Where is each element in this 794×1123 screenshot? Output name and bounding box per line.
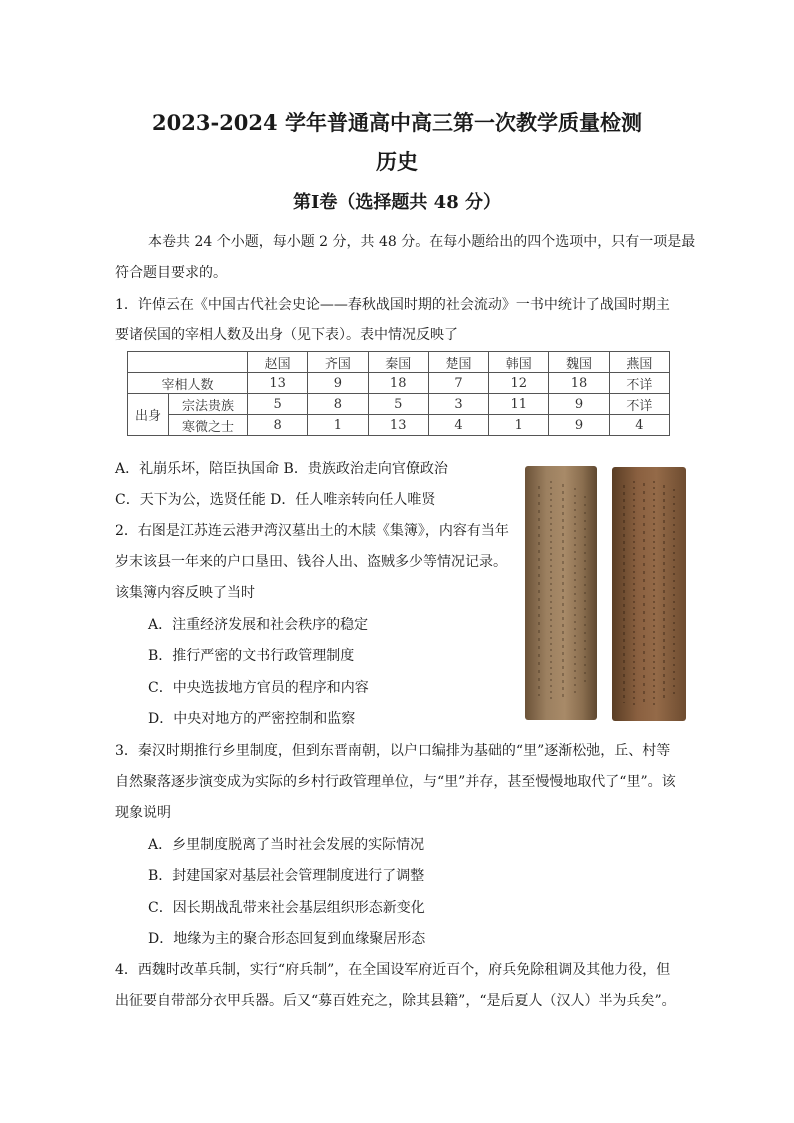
table-cell: 1	[489, 415, 549, 436]
intro-line-2: 符合题目要求的。	[115, 265, 227, 281]
table-cell: 1	[308, 415, 368, 436]
q4-line-2: 出征要自带部分衣甲兵器。后又“募百姓充之，除其县籍”，“是后夏人（汉人）半为兵矣”。	[115, 993, 676, 1009]
table-cell: 11	[489, 394, 549, 415]
table-cell: 12	[489, 373, 549, 394]
table-header: 韩国	[489, 352, 549, 373]
q3-line-2: 自然聚落逐步演变成为实际的乡村行政管理单位，与“里”并存，甚至慢慢地取代了“里”。该	[115, 774, 676, 790]
chancellor-table	[127, 351, 670, 436]
table-row	[128, 373, 670, 394]
section-title: 第Ⅰ卷（选择题共 48 分）	[292, 192, 501, 213]
q2-option-a: A．注重经济发展和社会秩序的稳定	[148, 617, 369, 633]
row-label-origin: 出身	[128, 394, 169, 436]
q3-option-a: A．乡里制度脱离了当时社会发展的实际情况	[148, 837, 425, 853]
q2-option-d: D．中央对地方的严密控制和监察	[148, 711, 356, 727]
q1-line-2: 要诸侯国的宰相人数及出身（见下表）。表中情况反映了	[115, 327, 458, 343]
table-header: 楚国	[428, 352, 488, 373]
intro-line-1: 本卷共 24 个小题，每小题 2 分，共 48 分。在每小题给出的四个选项中，只有一项是最	[148, 234, 696, 250]
q2-line-3: 该集簿内容反映了当时	[115, 585, 255, 601]
wooden-slip-image-left	[525, 466, 597, 720]
q1-line-1: 1．许倬云在《中国古代社会史论——春秋战国时期的社会流动》一书中统计了战国时期主	[115, 297, 670, 313]
table-cell: 3	[428, 394, 488, 415]
row-label-humble: 寒微之士	[169, 415, 248, 436]
q2-option-b: B．推行严密的文书行政管理制度	[148, 648, 355, 664]
q3-line-3: 现象说明	[115, 805, 171, 821]
table-cell: 18	[368, 373, 428, 394]
table-cell: 不详	[609, 394, 669, 415]
q3-option-c: C．因长期战乱带来社会基层组织形态新变化	[148, 900, 425, 916]
table-header: 赵国	[248, 352, 308, 373]
table-cell: 9	[549, 415, 609, 436]
table-row	[128, 352, 670, 373]
table-row	[128, 394, 670, 415]
table-header: 秦国	[368, 352, 428, 373]
q3-option-d: D．地缘为主的聚合形态回复到血缘聚居形态	[148, 931, 426, 947]
exam-title: 2023-2024 学年普通高中高三第一次教学质量检测	[152, 110, 642, 135]
table-cell: 8	[248, 415, 308, 436]
table-header: 魏国	[549, 352, 609, 373]
table-cell: 4	[428, 415, 488, 436]
table-cell: 不详	[609, 373, 669, 394]
q3-line-1: 3．秦汉时期推行乡里制度，但到东晋南朝，以户口编排为基础的“里”逐渐松弛，丘、村等	[115, 743, 671, 759]
table-cell: 8	[308, 394, 368, 415]
q2-line-2: 岁末该县一年来的户口垦田、钱谷人出、盗贼多少等情况记录。	[115, 554, 507, 570]
table-cell: 9	[549, 394, 609, 415]
q2-line-1: 2．右图是江苏连云港尹湾汉墓出土的木牍《集簿》，内容有当年	[115, 523, 509, 539]
q3-option-b: B．封建国家对基层社会管理制度进行了调整	[148, 868, 425, 884]
table-cell: 5	[368, 394, 428, 415]
table-corner	[128, 352, 248, 373]
table-cell: 13	[248, 373, 308, 394]
subject-title: 历史	[376, 149, 418, 174]
row-label-total: 宰相人数	[128, 373, 248, 394]
q4-line-1: 4．西魏时改革兵制，实行“府兵制”，在全国设军府近百个，府兵免除租调及其他力役，但	[115, 962, 671, 978]
wooden-slip-image-right	[612, 467, 686, 721]
table-header: 齐国	[308, 352, 368, 373]
table-cell: 7	[428, 373, 488, 394]
table-cell: 13	[368, 415, 428, 436]
table-header: 燕国	[609, 352, 669, 373]
q1-options-ab: A．礼崩乐坏，陪臣执国命 B．贵族政治走向官僚政治	[115, 461, 448, 477]
table-cell: 5	[248, 394, 308, 415]
table-cell: 4	[609, 415, 669, 436]
table-row	[128, 415, 670, 436]
q1-options-cd: C．天下为公，选贤任能 D．任人唯亲转向任人唯贤	[115, 492, 436, 508]
q2-option-c: C．中央选拔地方官员的程序和内容	[148, 680, 369, 696]
row-label-noble: 宗法贵族	[169, 394, 248, 415]
table-cell: 9	[308, 373, 368, 394]
table-cell: 18	[549, 373, 609, 394]
